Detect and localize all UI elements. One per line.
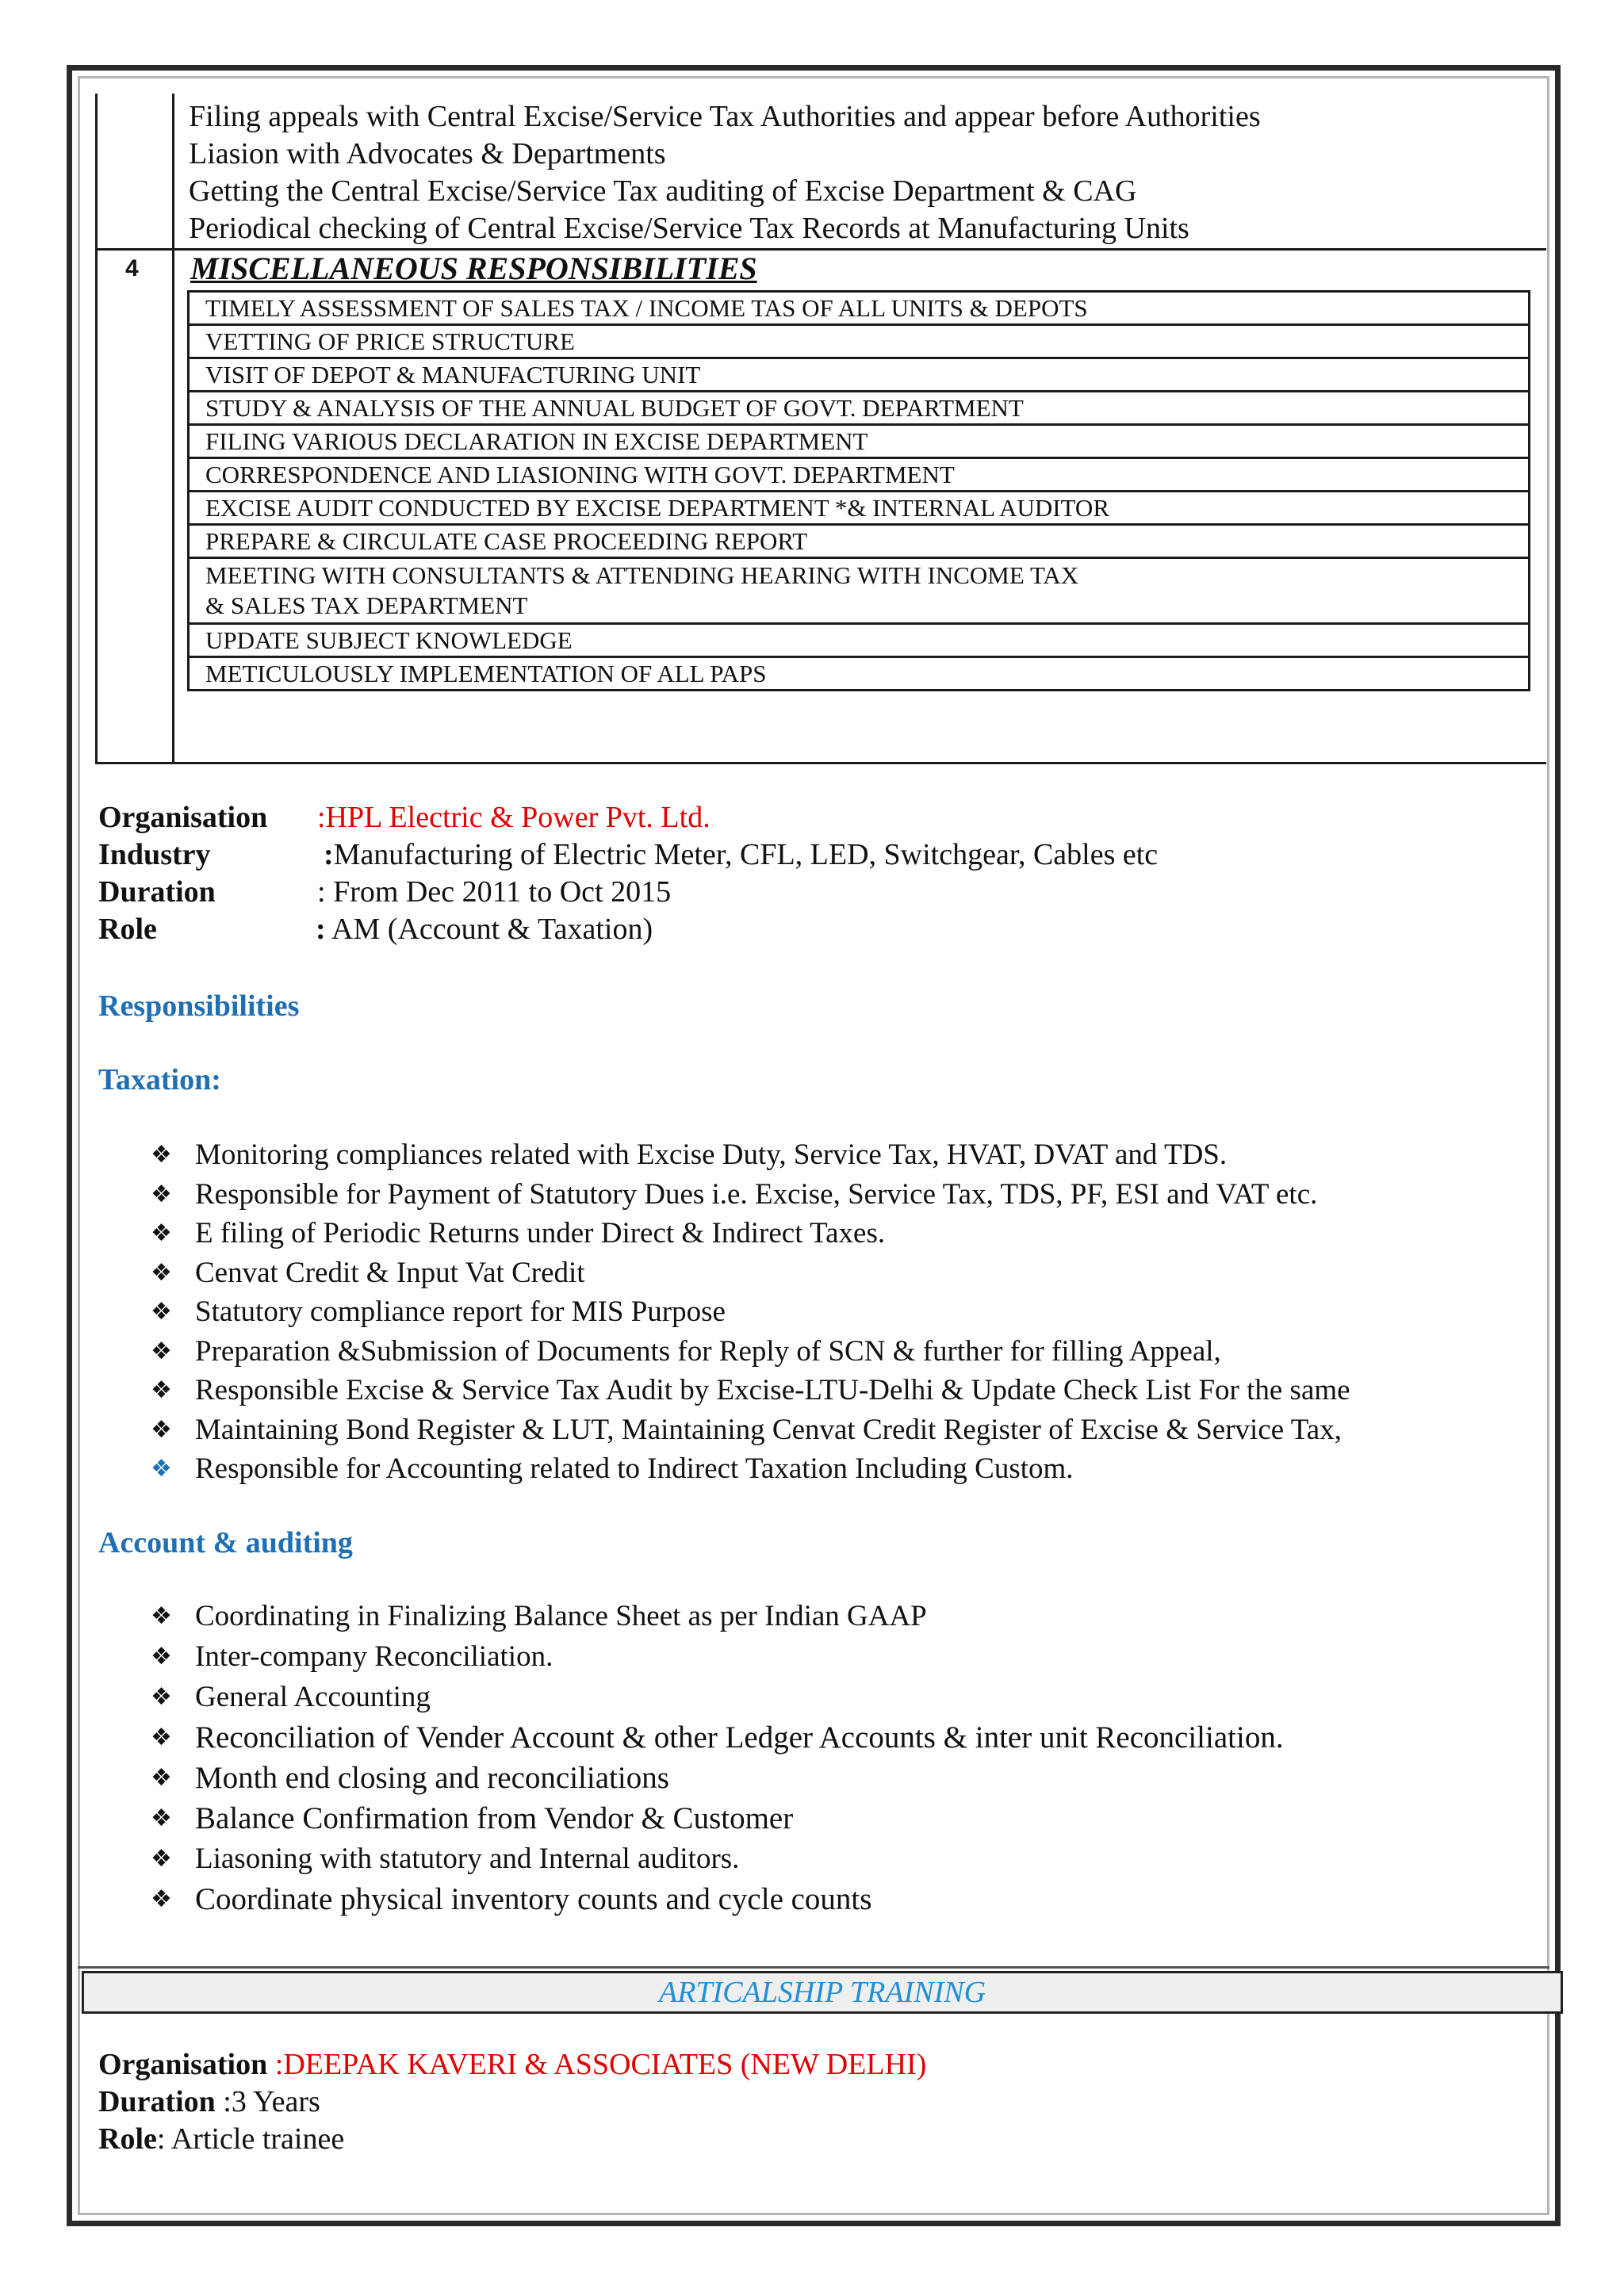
list-item: ❖ Preparation &Submission of Documents for Reply of SCN & further for filling Appeal, [151, 1332, 1350, 1372]
bullet-diamond-icon: ❖ [151, 1337, 172, 1365]
misc-item: CORRESPONDENCE AND LIASIONING WITH GOVT. DEPARTMENT [189, 458, 1530, 492]
taxation-heading: Taxation: [98, 1063, 221, 1096]
list-item: ❖ Coordinating in Finalizing Balance Sheet as per Indian GAAP [151, 1596, 1284, 1636]
job-duration-row [98, 874, 671, 911]
role-sep: : [316, 913, 326, 946]
bullet-diamond-icon: ❖ [151, 1764, 172, 1792]
role-label: Role [98, 913, 157, 946]
section-number: 4 [125, 255, 139, 281]
list-item: ❖ Statutory compliance report for MIS Purpose [151, 1292, 1350, 1332]
list-item: ❖ Monitoring compliances related with Excise Duty, Service Tax, HVAT, DVAT and TDS. [151, 1135, 1350, 1175]
art-role-row [98, 2121, 344, 2158]
organisation-label: Organisation [98, 801, 268, 834]
list-item: ❖ General Accounting [151, 1677, 1284, 1717]
list-item: ❖ E filing of Periodic Returns under Direct & Indirect Taxes. [151, 1214, 1350, 1253]
bullet-diamond-icon: ❖ [151, 1643, 172, 1670]
duration-value: From Dec 2011 to Oct 2015 [325, 875, 672, 909]
industry-label: Industry [98, 838, 211, 871]
art-organisation-label: Organisation [98, 2048, 268, 2081]
organisation-value: HPL Electric & Power Pvt. Ltd. [325, 801, 710, 834]
role-value: AM (Account & Taxation) [325, 913, 653, 946]
misc-item: VETTING OF PRICE STRUCTURE [189, 325, 1530, 358]
list-item: ❖ Maintaining Bond Register & LUT, Maintaining Cenvat Credit Register of Excise & Service Tax, [151, 1410, 1350, 1450]
bullet-diamond-icon: ❖ [151, 1845, 172, 1873]
table-bottom-line [95, 762, 1546, 764]
misc-item: TIMELY ASSESSMENT OF SALES TAX / INCOME TAS OF ALL UNITS & DEPOTS [189, 292, 1530, 325]
duty-item: Filing appeals with Central Excise/Service Tax Authorities and appear before Authorities [189, 100, 1261, 133]
bullet-diamond-icon: ❖ [151, 1180, 172, 1208]
bullet-diamond-icon: ❖ [151, 1804, 172, 1832]
taxation-list [151, 1135, 1350, 1489]
bullet-diamond-icon: ❖ [151, 1376, 172, 1404]
misc-item: EXCISE AUDIT CONDUCTED BY EXCISE DEPARTMENT *& INTERNAL AUDITOR [189, 492, 1530, 525]
organisation-sep: : [317, 801, 326, 834]
top-duties-list [189, 98, 1261, 247]
list-item: ❖ Responsible Excise & Service Tax Audit by Excise-LTU-Delhi & Update Check List For the same [151, 1371, 1350, 1410]
industry-value: Manufacturing of Electric Meter, CFL, LED, Switchgear, Cables etc [333, 838, 1159, 871]
art-organisation-row [98, 2046, 926, 2084]
art-role-value: Article trainee [170, 2122, 345, 2156]
misc-responsibilities-table [187, 290, 1530, 691]
list-item: ❖ Responsible for Accounting related to Indirect Taxation Including Custom. [151, 1449, 1350, 1489]
table-col-line [172, 94, 174, 764]
bullet-diamond-icon: ❖ [151, 1885, 172, 1913]
industry-sep: : [324, 838, 334, 871]
list-item: ❖ Coordinate physical inventory counts and cycle counts [151, 1879, 1284, 1919]
bullet-diamond-icon: ❖ [151, 1602, 172, 1630]
list-item: ❖ Balance Confirmation from Vendor & Customer [151, 1798, 1284, 1839]
section-divider [78, 1966, 1549, 1969]
account-auditing-heading: Account & auditing [98, 1526, 353, 1559]
bullet-diamond-icon: ❖ [151, 1141, 172, 1169]
section-title: MISCELLANEOUS RESPONSIBILITIES [190, 251, 757, 286]
bullet-diamond-icon: ❖ [151, 1724, 172, 1751]
art-role-sep: : [156, 2122, 171, 2156]
art-duration-value: 3 Years [231, 2085, 320, 2118]
responsibilities-heading: Responsibilities [98, 989, 300, 1023]
misc-item: METICULOUSLY IMPLEMENTATION OF ALL PAPS [189, 657, 1530, 691]
bullet-diamond-icon: ❖ [151, 1455, 172, 1483]
list-item: ❖ Month end closing and reconciliations [151, 1758, 1284, 1798]
job-organisation-row [98, 799, 710, 836]
art-duration-sep: : [215, 2085, 232, 2118]
articalship-banner: ARTICALSHIP TRAINING [82, 1971, 1563, 2014]
misc-item: MEETING WITH CONSULTANTS & ATTENDING HEARING WITH INCOME TAX & SALES TAX DEPARTMENT [189, 558, 1530, 624]
list-item: ❖ Cenvat Credit & Input Vat Credit [151, 1253, 1350, 1293]
job-role-row [98, 911, 653, 948]
duration-sep: : [317, 875, 326, 909]
bullet-diamond-icon: ❖ [151, 1415, 172, 1444]
art-duration-label: Duration [98, 2085, 216, 2118]
list-item: ❖ Reconciliation of Vender Account & other Ledger Accounts & inter unit Reconciliation. [151, 1717, 1284, 1758]
job-industry-row [98, 836, 1158, 874]
misc-item: FILING VARIOUS DECLARATION IN EXCISE DEPARTMENT [189, 425, 1530, 458]
art-role-label: Role [98, 2122, 157, 2156]
list-item: ❖ Liasoning with statutory and Internal auditors. [151, 1839, 1284, 1879]
art-organisation-value: DEEPAK KAVERI & ASSOCIATES (NEW DELHI) [283, 2048, 927, 2081]
misc-item: PREPARE & CIRCULATE CASE PROCEEDING REPORT [189, 525, 1530, 558]
duty-item: Liasion with Advocates & Departments [189, 137, 666, 170]
list-item: ❖ Inter-company Reconciliation. [151, 1636, 1284, 1677]
misc-item: STUDY & ANALYSIS OF THE ANNUAL BUDGET OF GOVT. DEPARTMENT [189, 392, 1530, 425]
account-list [151, 1596, 1284, 1919]
duty-item: Getting the Central Excise/Service Tax auditing of Excise Department & CAG [189, 174, 1137, 208]
duty-item: Periodical checking of Central Excise/Service Tax Records at Manufacturing Units [189, 212, 1189, 245]
bullet-diamond-icon: ❖ [151, 1258, 172, 1287]
bullet-diamond-icon: ❖ [151, 1683, 172, 1711]
duration-label: Duration [98, 875, 216, 909]
list-item: ❖ Responsible for Payment of Statutory Dues i.e. Excise, Service Tax, TDS, PF, ESI and VAT etc. [151, 1175, 1350, 1215]
table-left-line [95, 94, 98, 764]
bullet-diamond-icon: ❖ [151, 1298, 172, 1326]
art-duration-row [98, 2084, 320, 2121]
bullet-diamond-icon: ❖ [151, 1219, 172, 1247]
art-organisation-sep: : [267, 2048, 284, 2081]
misc-item: UPDATE SUBJECT KNOWLEDGE [189, 624, 1530, 657]
misc-item: VISIT OF DEPOT & MANUFACTURING UNIT [189, 358, 1530, 392]
